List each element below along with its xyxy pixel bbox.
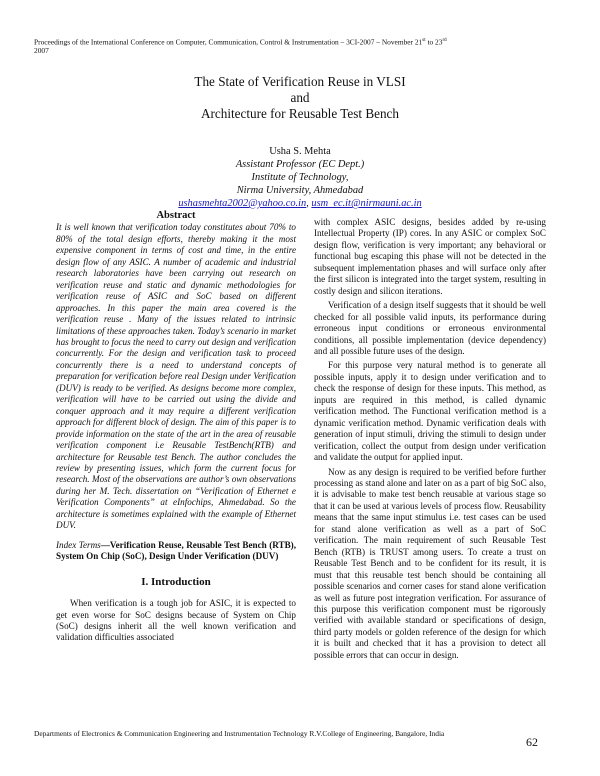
introduction-paragraph: When verification is a tough job for ASIC, it is expected to get even worse for SoC designs because of System on Chip (SoC) designs inherit all the well known verification and validation difficulties associated (56, 598, 296, 643)
title-line-1: The State of Verification Reuse in VLSI (194, 74, 406, 89)
index-terms-label: Index Terms (56, 539, 101, 550)
email-link-yahoo[interactable]: ushasmehta2002@yahoo.co.in (178, 198, 307, 209)
email-link-nirma[interactable]: usm_ec.it@nirmauni.ac.in (311, 198, 422, 209)
author-position: Assistant Professor (EC Dept.) (235, 159, 365, 170)
abstract-heading: Abstract (156, 210, 196, 221)
header-mid: to 23 (425, 37, 443, 47)
author-university: Nirma University, Ahmedabad (236, 185, 364, 196)
author-institute: Institute of Technology, (251, 172, 349, 183)
author-name: Usha S. Mehta (269, 146, 331, 157)
title-line-3: Architecture for Reusable Test Bench (200, 106, 400, 121)
author-emails (60, 197, 540, 210)
page-footer: Departments of Electronics & Communication Engineering and Instrumentation Technology R.V.College of Engineering, Bangalore, India (34, 729, 445, 738)
right-paragraph-1: with complex ASIC designs, besides added by re-using Intellectual Property (IP) cores. In any ASIC or complex SoC design flow, verification is very important; any behavioral or functional bug escaping this phase will not be detected in the subsequent implementation phases and will surface only after the first silicon is integrated into the target system, resulting in costly design and silicon iterations. (314, 217, 546, 296)
page-number: 62 (526, 735, 538, 749)
header-sup-st: st (422, 38, 426, 43)
header-year: 2007 (34, 46, 49, 56)
author-block (60, 145, 540, 210)
section-heading-introduction: I. Introduction (141, 575, 211, 588)
right-paragraph-3: For this purpose very natural method is to generate all possible inputs, apply it to design under verification and to check the response of design for these inputs. This method, as inputs are required in this method, is called dynamic verification method. The Functional verification method is a dynamic verification method. Dynamic verification deals with generation of input stimuli, driving the stimuli to design under verification, collect the output from design under verification and validate the output for applied input. (314, 360, 546, 463)
title-line-2: and (290, 90, 310, 105)
index-terms-text: —Verification Reuse, Reusable Test Bench (RTB), System On Chip (SoC), Design Under Verification (DUV) (56, 539, 296, 562)
left-column (56, 210, 296, 644)
paper-title (60, 74, 540, 122)
header-sup-rd: rd (442, 38, 447, 43)
right-paragraph-4: Now as any design is required to be verified before further processing as stand alone and later on as a part of big SoC also, it is advisable to make test bench reusable at various stage so that it can be used at various levels of process flow. Reusability means that the same input stimulus i.e. test cases can be used for stand alone verification as well as a part of SoC verification. The main requirement of such Reusable Test Bench (RTB) is TRUST among users. To create a trust on Reusable Test Bench and to be confident for its result, it is must that this reusable test bench should be containing all possible scenarios and corner cases for stand alone verification as well as future post integration verification. For assurance of this purpose this verification component must be rigorously verified with available standard or specifications of design, third party models or golden reference of the design for which it is built and checked that it has a provision to detect all possible errors that can occur in design. (314, 466, 546, 660)
index-terms (56, 540, 296, 563)
right-paragraph-2: Verification of a design itself suggests that it should be well checked for all possible valid inputs, its performance during erroneous input conditions or erroneous environmental conditions, all possible implementation (device dependency) and all possible future uses of the design. (314, 300, 546, 356)
conference-header (34, 36, 566, 55)
abstract-text: It is well known that verification today constitutes about 70% to 80% of the total design efforts, thereby making it the most expensive component in terms of cost and time, in the entire design flow of any ASIC. A number of academic and industrial research laboratories have been carrying out research on verification reuse and static and dynamic methodologies for verification reuse of ASIC and SoC based on different approaches. In this paper the main area covered is the verification reuse . Many of the issues related to intrinsic limitations of these approaches taken. Today’s scenario in market has brought to focus the need to carry out design and verification concurrently. For the design and verification task to proceed concurrently there is a need to understand concepts of preparation for verification before real Design under Verification (DUV) is ready to be verified. As designs become more complex, verification will have to be carried out using the divide and conquer approach and it may require a different verification approach for different block of design. The aim of this paper is to provide information on the state of the art in the area of reusable verification component i.e Reusable TestBench(RTB) and architecture for Reusable test Bench. The author concludes the review by presenting issues, which form the current focus for research. Most of the observations are author’s own observations during her M. Tech. dissertation on “Verification of Ethernet e Verification Components” at eInfochips, Ahmedabad. So the architecture is sometimes explained with the example of Ethernet DUV. (56, 222, 296, 531)
right-column (314, 217, 546, 664)
header-line: Proceedings of the International Conference on Computer, Communication, Control & Instrumentation – 3CI-2007 – November 21 (34, 37, 423, 47)
email-separator: , (306, 198, 312, 209)
